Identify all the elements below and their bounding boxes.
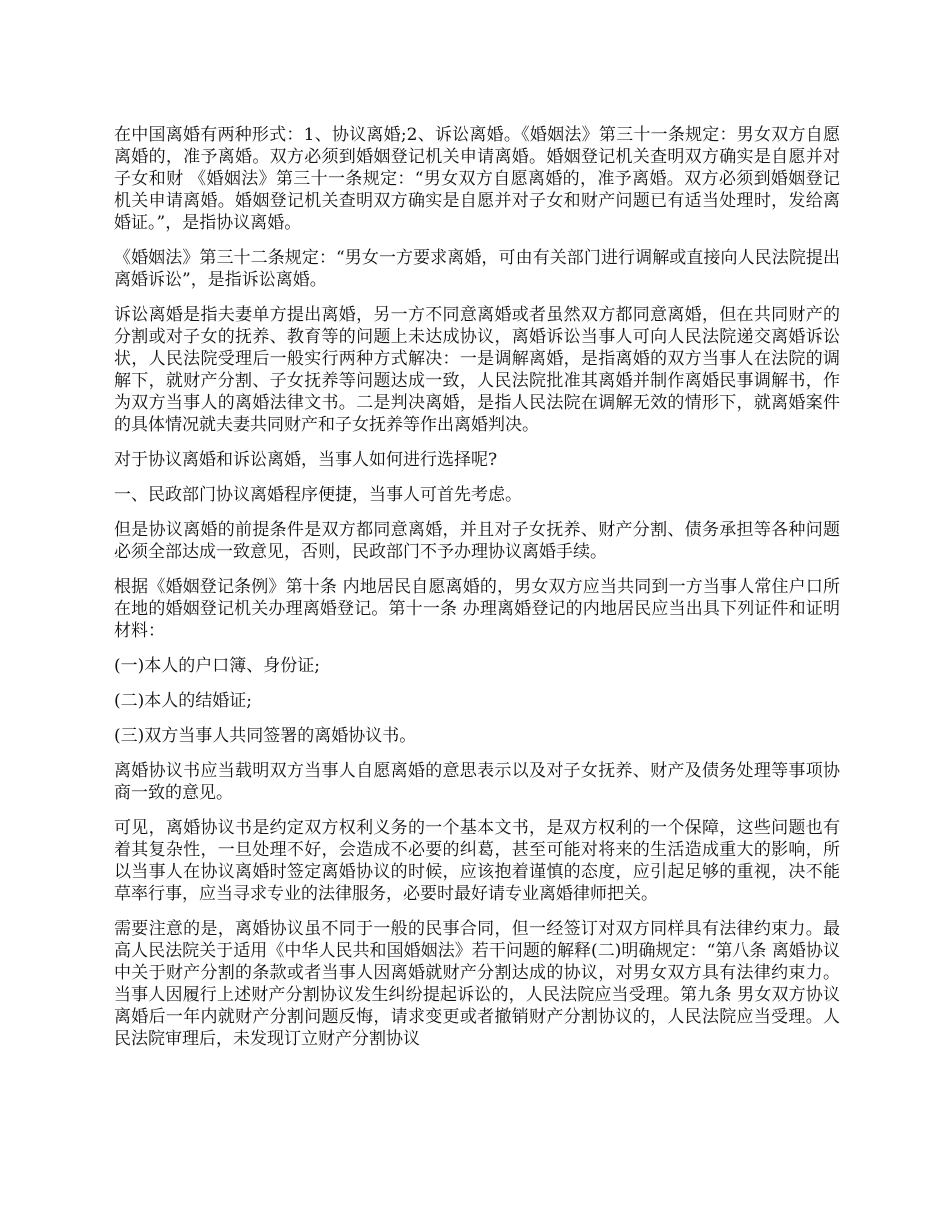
paragraph-agreement-contents: 离婚协议书应当载明双方当事人自愿离婚的意思表示以及对子女抚养、财产及债务处理等事项协商一致的意见。 [114,761,840,803]
paragraph-choice-question: 对于协议离婚和诉讼离婚，当事人如何进行选择呢? [114,450,498,470]
paragraph-agreement-importance: 可见，离婚协议书是约定双方权利义务的一个基本文书，是双方权利的一个保障，这些问题也有着其复杂性，一旦处理不好，会造成不必要的纠葛，甚至可能对将来的生活造成重大的影响，所以当事人在协议离婚时签定离婚协议的时候，应该抱着谨慎的态度，应引起足够的重视，决不能草率行事，应当寻求专业的法律服务，必要时最好请专业离婚律师把关。 [114,818,840,904]
paragraph-divorce-forms: 在中国离婚有两种形式：1、协议离婚;2、诉讼离婚。《婚姻法》第三十一条规定：男女双方自愿离婚的，准予离婚。双方必须到婚姻登记机关申请离婚。婚姻登记机关查明双方确实是自愿并对子女和财 《婚姻法》第三十一条规定：“男女双方自愿离婚的，准予离婚。双方必须到婚姻登记机关申请离婚。婚姻登记机关查明双方确实是自愿并对子女和财产问题已有适当处理时，发给离婚证。”，是指协议离婚。 [114,125,840,233]
document-body [114,124,840,1063]
paragraph-registration-regulation: 根据《婚姻登记条例》第十条 内地居民自愿离婚的，男女双方应当共同到一方当事人常住户口所在地的婚姻登记机关办理离婚登记。第十一条 办理离婚登记的内地居民应当出具下列证件和证明材料： [114,577,840,641]
paragraph-agreement-precondition: 但是协议离婚的前提条件是双方都同意离婚，并且对子女抚养、财产分割、债务承担等各种问题必须全部达成一致意见，否则，民政部门不予办理协议离婚手续。 [114,520,840,562]
list-item-household-id: (一)本人的户口簿、身份证; [114,656,320,676]
paragraph-litigation-divorce: 诉讼离婚是指夫妻单方提出离婚，另一方不同意离婚或者虽然双方都同意离婚，但在共同财产的分割或对子女的抚养、教育等的问题上未达成协议，离婚诉讼当事人可向人民法院递交离婚诉讼状，人民法院受理后一般实行两种方式解决：一是调解离婚，是指离婚的双方当事人在法院的调解下，就财产分割、子女抚养等问题达成一致，人民法院批准其离婚并制作离婚民事调解书，作为双方当事人的离婚法律文书。二是判决离婚，是指人民法院在调解无效的情形下，就离婚案件的具体情况就夫妻共同财产和子女抚养等作出离婚判决。 [114,305,840,435]
list-item-divorce-agreement: (三)双方当事人共同签署的离婚协议书。 [114,726,417,746]
paragraph-legal-binding: 需要注意的是，离婚协议虽不同于一般的民事合同，但一经签订对双方同样具有法律约束力。最高人民法院关于适用《中华人民共和国婚姻法》若干问题的解释(二)明确规定：“第八条 离婚协议中关于财产分割的条款或者当事人因离婚就财产分割达成的协议，对男女双方具有法律约束力。 当事人因履行上述财产分割协议发生纠纷提起诉讼的，人民法院应当受理。第九条 男女双方协议离婚后一年内就财产分割问题反悔，请求变更或者撤销财产分割协议的，人民法院应当受理。人民法院审理后，未发现订立财产分割协议 [114,919,840,1049]
paragraph-section-one: 一、民政部门协议离婚程序便捷，当事人可首先考虑。 [114,485,522,505]
paragraph-article-32: 《婚姻法》第三十二条规定：“男女一方要求离婚，可由有关部门进行调解或直接向人民法院提出离婚诉讼”，是指诉讼离婚。 [114,248,840,290]
list-item-marriage-certificate: (二)本人的结婚证; [114,691,252,711]
